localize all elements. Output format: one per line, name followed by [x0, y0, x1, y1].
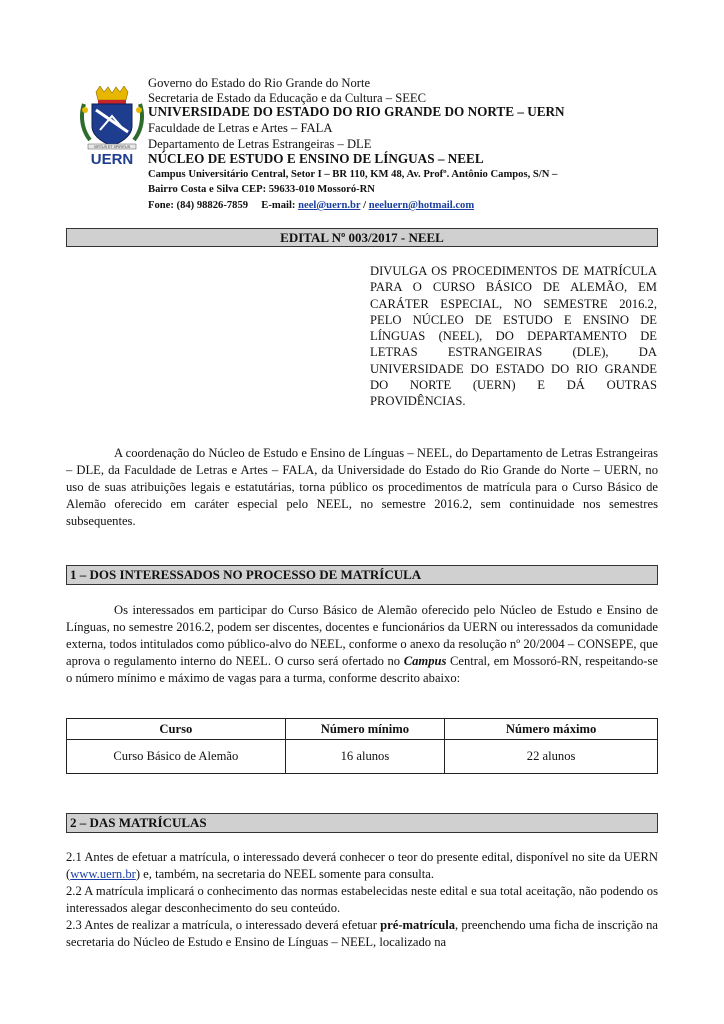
email-link-hotmail[interactable]: neeluern@hotmail.com: [368, 200, 475, 211]
section-2-paragraph-2-2: 2.2 A matrícula implicará o conhecimento das normas estabelecidas neste edital e sua total aceitação, não podendo os interessados alegar desconhecimento do seu conteúdo.: [66, 884, 658, 915]
logo-text: UERN: [90, 151, 134, 168]
header-line-university: UNIVERSIDADE DO ESTADO DO RIO GRANDE DO NORTE – UERN: [148, 104, 565, 119]
email-separator: /: [360, 200, 369, 211]
header-address-2: Bairro Costa e Silva CEP: 59633-010 Mossoró-RN: [148, 184, 375, 195]
intro-paragraph: A coordenação do Núcleo de Estudo e Ensino de Línguas – NEEL, do Departamento de Letras Estrangeiras – DLE, da Faculdade de Letras e Artes – FALA, da Universidade do Estado do Rio Grande do Norte – UERN, no uso de suas atribuições legais e estatutárias, torna público os procedimentos de matrícula para o Curso Básico de Alemão oferecido em caráter especial pelo NEEL, no semestre 2016.2, sem continuidade nos semestres subsequentes.: [66, 446, 658, 528]
section-1-title: 1 – DOS INTERESSADOS NO PROCESSO DE MATRÍCULA: [70, 567, 422, 582]
section-2-title: 2 – DAS MATRÍCULAS: [70, 815, 207, 830]
table-cell-curso: Curso Básico de Alemão: [67, 740, 286, 774]
header-line-secretaria: Secretaria de Estado da Educação e da Cultura – SEEC: [148, 91, 427, 105]
section-2-1-text-a: 2.1 Antes de efetuar a matrícula, o interessado deverá conhecer o teor do presente edital, disponível no site da UERN (: [66, 850, 658, 881]
section-1-paragraph: [66, 602, 658, 687]
section-1-text-b: Central, em Mossoró-RN, respeitando-se o número mínimo e máximo de vagas para a turma, conforme descrito abaixo:: [66, 654, 658, 685]
section-1-campus: Campus: [403, 654, 447, 668]
section-2-3-bold: pré-matrícula: [380, 918, 456, 932]
header-line-government: Governo do Estado do Rio Grande do Norte: [148, 76, 371, 90]
section-2-1-text-b: ) e, também, na secretaria do NEEL somente para consulta.: [135, 867, 435, 881]
header-address-1: Campus Universitário Central, Setor I – BR 110, KM 48, Av. Profº. Antônio Campos, S/N –: [148, 169, 558, 180]
header-line-neel: NÚCLEO DE ESTUDO E ENSINO DE LÍNGUAS – NEEL: [148, 151, 484, 166]
table-header-maximo: Número máximo: [445, 719, 658, 740]
uern-logo: [78, 86, 146, 168]
section-2-title-bar: [66, 813, 658, 833]
table-header-row: [67, 719, 658, 740]
table-row: [67, 740, 658, 774]
header-line-department: Departamento de Letras Estrangeiras – DLE: [148, 137, 372, 151]
header-phone: Fone: (84) 98826-7859: [148, 200, 249, 211]
section-1-text-a: Os interessados em participar do Curso Básico de Alemão oferecido pelo Núcleo de Estudo e Ensino de Línguas, no semestre 2016.2, podem ser discentes, docentes e funcionários da UERN ou interessados da comunidade externa, todos intitulados como público-alvo do NEEL, conforme o anexo da resolução nº 20/2004 – CONSEPE, que aprova o regulamento interno do NEEL. O curso será ofertado no: [66, 603, 658, 668]
section-2-paragraph-2-3: [66, 917, 658, 951]
table-cell-minimo: 16 alunos: [285, 740, 445, 774]
section-2-3-text-b: , preenchendo uma ficha de inscrição na secretaria do Núcleo de Estudo e Ensino de Línguas – NEEL, localizado na: [66, 918, 658, 949]
header-line-faculty: Faculdade de Letras e Artes – FALA: [148, 121, 333, 135]
table-header-curso: Curso: [67, 719, 286, 740]
header-email-label: E-mail:: [261, 200, 296, 211]
section-2-paragraph-2-1: [66, 849, 658, 883]
edital-title-bar: [66, 228, 658, 247]
table-cell-maximo: 22 alunos: [445, 740, 658, 774]
uern-site-link[interactable]: www.uern.br: [70, 867, 136, 881]
section-1-title-bar: [66, 565, 658, 585]
logo-motto: VIRTUS ET SPIRITUS: [93, 145, 131, 149]
edital-title: EDITAL Nº 003/2017 - NEEL: [280, 230, 444, 245]
edital-ementa: DIVULGA OS PROCEDIMENTOS DE MATRÍCULA PARA O CURSO BÁSICO DE ALEMÃO, EM CARÁTER ESPECIAL, NO SEMESTRE 2016.2, PELO NÚCLEO DE ESTUDO E ENSINO DE LÍNGUAS (NEEL), DO DEPARTAMENTO DE LETRAS ESTRANGEIRAS (DLE), DA UNIVERSIDADE DO ESTADO DO RIO GRANDE DO NORTE (UERN) E DÁ OUTRAS PROVIDÊNCIAS.: [370, 264, 657, 409]
table-header-minimo: Número mínimo: [285, 719, 445, 740]
section-2-3-text-a: 2.3 Antes de realizar a matrícula, o interessado deverá efetuar: [66, 918, 381, 932]
email-link-neel[interactable]: neel@uern.br: [298, 200, 361, 211]
header-contact: [148, 199, 474, 213]
vacancies-table: [66, 718, 658, 774]
